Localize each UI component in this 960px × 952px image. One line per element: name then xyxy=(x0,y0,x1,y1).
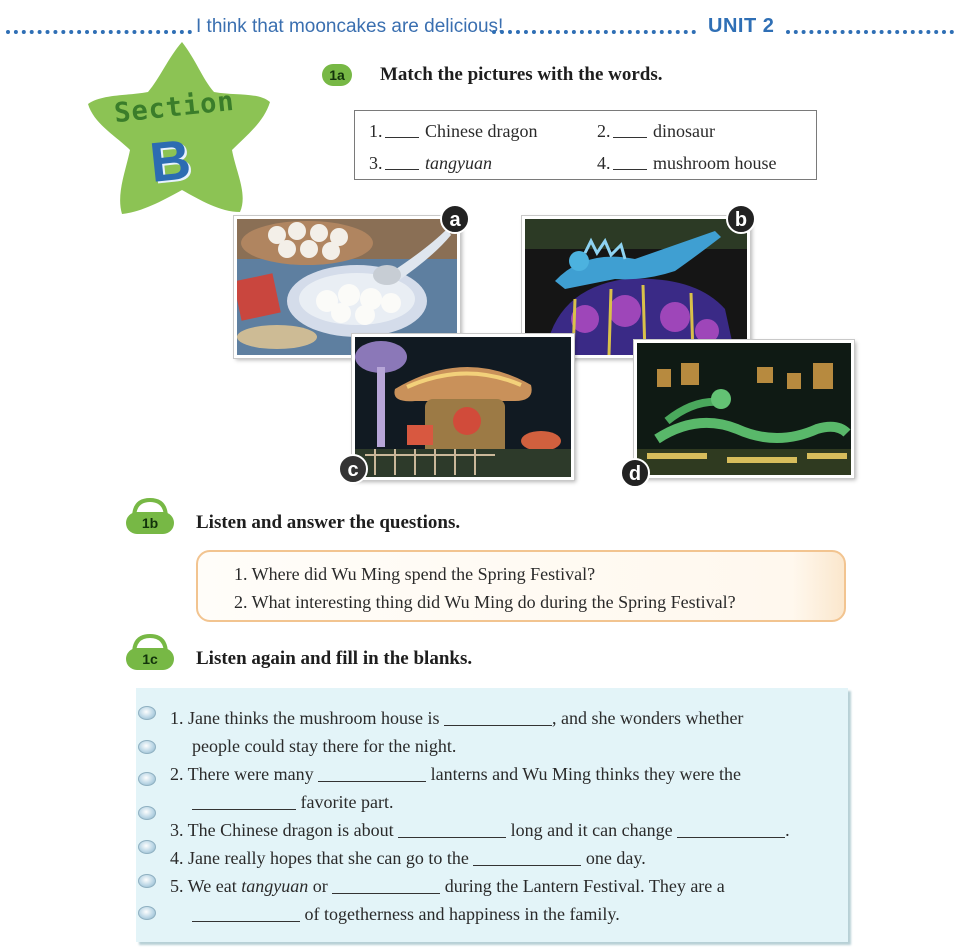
blank-line-6 xyxy=(170,848,646,869)
photo-chinese-dragon xyxy=(634,340,854,478)
match-item-text: mushroom house xyxy=(653,153,777,173)
match-item-text: tangyuan xyxy=(425,153,492,173)
match-item-number: 2. xyxy=(597,121,611,141)
binder-ring-icon xyxy=(138,840,156,854)
blank-line-8 xyxy=(192,904,620,925)
answer-blank[interactable] xyxy=(192,904,300,922)
photo-label-a: a xyxy=(440,204,470,234)
match-item-number: 3. xyxy=(369,153,383,173)
blank-line-7 xyxy=(170,876,725,897)
line-text: 1. Jane thinks the mushroom house is xyxy=(170,708,440,728)
line-text: 3. The Chinese dragon is about xyxy=(170,820,394,840)
unit-label: UNIT 2 xyxy=(708,15,775,37)
instruction-1c: Listen again and fill in the blanks. xyxy=(196,648,473,669)
line-text: during the Lantern Festival. They are a xyxy=(444,876,725,896)
line-text: one day. xyxy=(585,848,646,868)
line-text: 2. There were many xyxy=(170,764,314,784)
photo-mushroom-house xyxy=(352,334,574,480)
answer-blank[interactable] xyxy=(192,792,296,810)
match-item-3 xyxy=(369,153,492,174)
photo-label-c: c xyxy=(338,454,368,484)
line-text: tangyuan xyxy=(241,876,309,896)
match-item-number: 4. xyxy=(597,153,611,173)
word-match-box xyxy=(354,110,817,180)
blank-line-1 xyxy=(170,708,743,729)
answer-blank[interactable] xyxy=(473,848,581,866)
section-word: Section xyxy=(112,85,237,130)
header-dots-right xyxy=(786,30,954,34)
match-item-4 xyxy=(597,153,777,174)
binder-ring-icon xyxy=(138,772,156,786)
exercise-badge-1a: 1a xyxy=(322,64,352,86)
exercise-badge-1b: 1b xyxy=(126,512,174,534)
answer-blank[interactable] xyxy=(318,764,426,782)
answer-blank[interactable] xyxy=(677,820,785,838)
line-text: . xyxy=(785,820,790,840)
match-item-1 xyxy=(369,121,537,142)
question-1: 1. Where did Wu Ming spend the Spring Festival? xyxy=(234,564,596,584)
photo-label-b: b xyxy=(726,204,756,234)
header-dots-middle xyxy=(492,30,696,34)
section-letter: B xyxy=(146,127,194,194)
answer-blank[interactable] xyxy=(444,708,552,726)
match-item-text: Chinese dragon xyxy=(425,121,538,141)
binder-ring-icon xyxy=(138,806,156,820)
match-item-2 xyxy=(597,121,715,142)
line-text: , and she wonders whether xyxy=(551,708,744,728)
line-text: 5. We eat xyxy=(170,876,237,896)
answer-blank[interactable] xyxy=(385,153,419,170)
binder-ring-icon xyxy=(138,906,156,920)
binder-ring-icon xyxy=(138,706,156,720)
match-item-number: 1. xyxy=(369,121,383,141)
blank-line-2: people could stay there for the night. xyxy=(192,736,457,756)
header-dots-left xyxy=(6,30,192,34)
answer-blank[interactable] xyxy=(613,153,647,170)
binder-ring-icon xyxy=(138,874,156,888)
blank-line-5 xyxy=(170,820,790,841)
instruction-1a: Match the pictures with the words. xyxy=(380,64,663,85)
line-text: favorite part. xyxy=(300,792,394,812)
instruction-1b: Listen and answer the questions. xyxy=(196,512,461,533)
line-text: of togetherness and happiness in the family. xyxy=(304,904,620,924)
questions-box xyxy=(196,550,846,622)
line-text: or xyxy=(312,876,328,896)
line-text: 4. Jane really hopes that she can go to the xyxy=(170,848,469,868)
exercise-badge-1c: 1c xyxy=(126,648,174,670)
line-text: long and it can change xyxy=(510,820,673,840)
answer-blank[interactable] xyxy=(398,820,506,838)
blank-line-4 xyxy=(192,792,393,813)
question-2: 2. What interesting thing did Wu Ming do during the Spring Festival? xyxy=(234,592,736,612)
photo-label-d: d xyxy=(620,458,650,488)
answer-blank[interactable] xyxy=(332,876,440,894)
answer-blank[interactable] xyxy=(613,121,647,138)
line-text: lanterns and Wu Ming thinks they were the xyxy=(430,764,741,784)
match-item-text: dinosaur xyxy=(653,121,715,141)
blank-line-3 xyxy=(170,764,741,785)
answer-blank[interactable] xyxy=(385,121,419,138)
unit-title: I think that mooncakes are delicious! xyxy=(196,16,504,37)
binder-ring-icon xyxy=(138,740,156,754)
